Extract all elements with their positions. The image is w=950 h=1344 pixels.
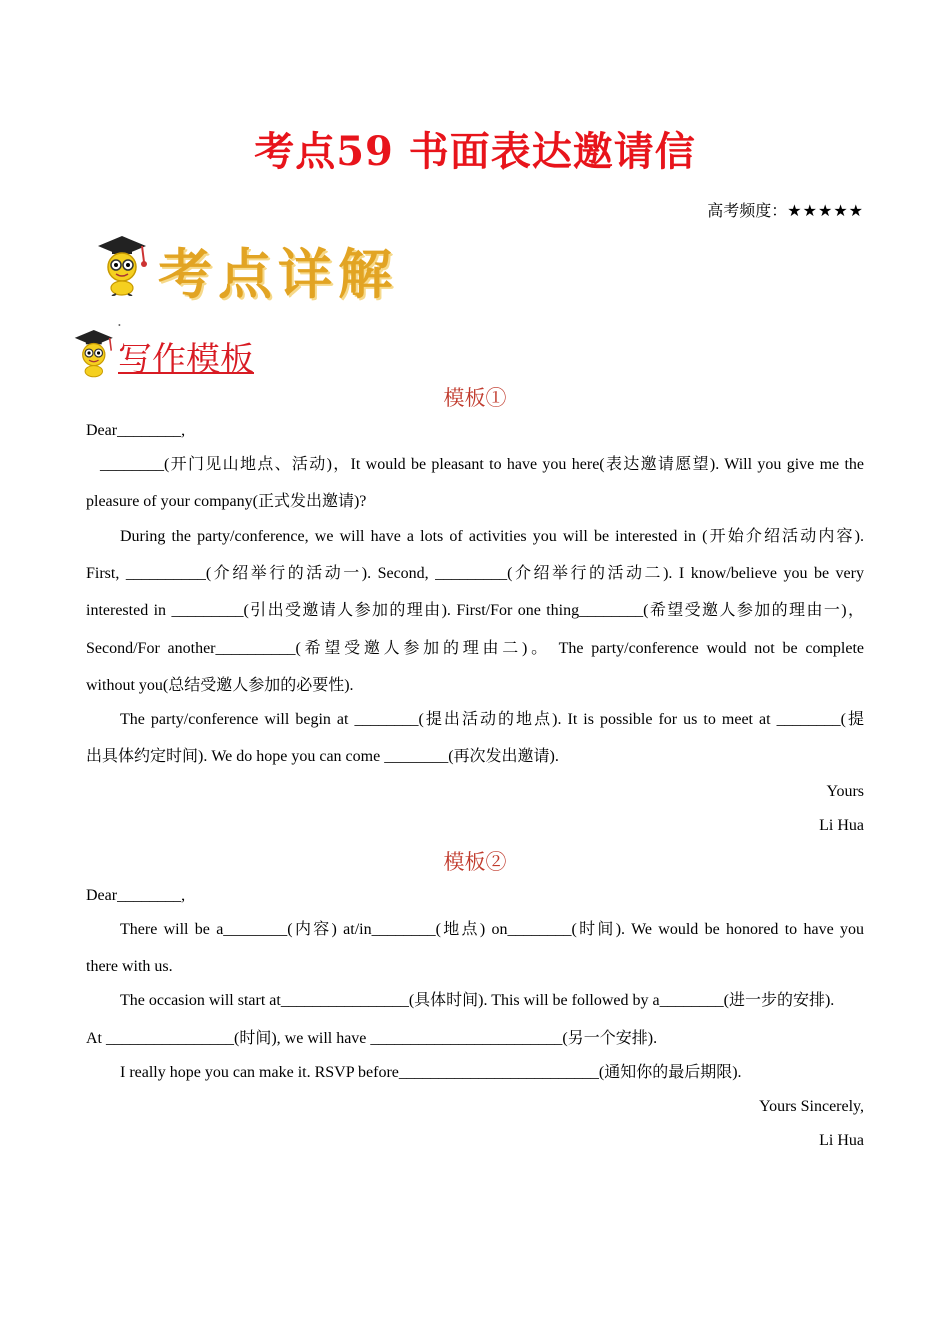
professor-mascot-icon: [92, 234, 150, 296]
section-heading: 写作模板: [118, 340, 254, 380]
page-title: 考点59 书面表达邀请信: [254, 128, 696, 175]
letter-line: without you(总结受邀人参加的必要性).: [86, 677, 354, 694]
frequency-label: 高考频度：: [707, 203, 788, 220]
letter-closing: Yours: [826, 783, 864, 800]
section-banner: 考点详解: [158, 243, 398, 306]
template-2-heading: 模板②: [443, 850, 507, 874]
letter-line: ________(开门见山地点、活动)，It would be pleasant to have you here(表达邀请愿望). Will you give me the: [100, 456, 864, 473]
letter-greeting: Dear________,: [86, 887, 186, 904]
letter-line: I really hope you can make it. RSVP before_________________________(通知你的最后期限).: [120, 1064, 742, 1081]
letter-line: The party/conference will begin at ________(提出活动的地点). It is possible for us to meet at ________(提: [120, 711, 864, 728]
letter-line: pleasure of your company(正式发出邀请)?: [86, 493, 367, 510]
letter-line: There will be a________(内容) at/in________(地点) on________(时间). We would be honored to have you: [120, 921, 864, 938]
letter-line: 出具体约定时间). We do hope you can come ________(再次发出邀请).: [86, 748, 559, 765]
template-1-heading: 模板①: [443, 386, 507, 410]
letter-line: there with us.: [86, 958, 173, 975]
frequency-stars: ★★★★★: [787, 203, 864, 220]
letter-line: Second/For another__________(希望受邀人参加的理由二)。 The party/conference would not be complete: [86, 640, 864, 657]
decorative-dot: •: [118, 321, 121, 330]
letter-line: First, __________(介绍举行的活动一). Second, _________(介绍举行的活动二). I know/believe you be very: [86, 565, 864, 582]
letter-closing: Yours Sincerely,: [759, 1098, 864, 1115]
letter-signature: Li Hua: [819, 1132, 864, 1149]
letter-line: During the party/conference, we will have a lots of activities you will be interested in (开始介绍活动内容).: [120, 528, 864, 545]
letter-greeting: Dear________,: [86, 422, 186, 439]
letter-line: At ________________(时间), we will have ________________________(另一个安排).: [86, 1030, 658, 1047]
letter-line: interested in _________(引出受邀请人参加的理由). First/For one thing________(希望受邀人参加的理由一)，: [86, 602, 864, 619]
letter-signature: Li Hua: [819, 817, 864, 834]
letter-line: The occasion will start at________________(具体时间). This will be followed by a________(进一步的安排).: [120, 992, 835, 1009]
frequency-rating: [707, 198, 864, 221]
professor-mascot-icon: [70, 328, 116, 378]
